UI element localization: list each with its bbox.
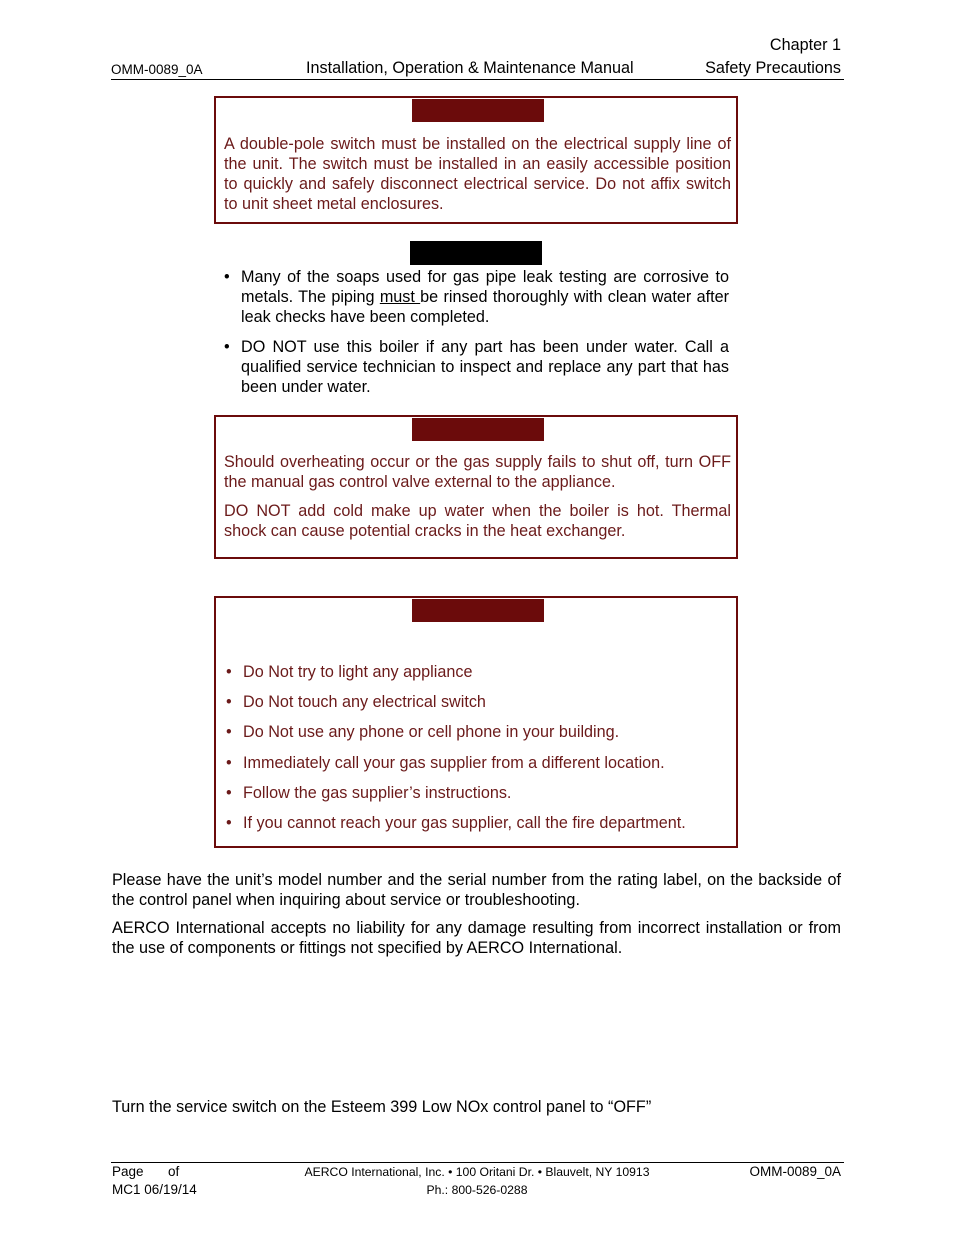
list-item-text: Do Not use any phone or cell phone in your building. [243, 723, 620, 741]
section-title: Safety Precautions [705, 59, 841, 77]
warning-box-electrical [214, 96, 738, 224]
warning-tab [412, 599, 544, 622]
warning-tab [412, 99, 544, 122]
cold-water-text: DO NOT add cold make up water when the boiler is hot. Thermal shock can cause potential cracks in the heat exchanger. [224, 502, 731, 540]
model-number-paragraph: Please have the unit’s model number and the serial number from the rating label, on the backside of the control panel when inquiring about service or troubleshooting. [112, 871, 841, 909]
list-item [224, 813, 729, 835]
service-switch-paragraph: Turn the service switch on the Esteem 399 Low NOx control panel to “OFF” [112, 1098, 652, 1116]
bullet-icon: • [226, 814, 232, 832]
bullet-icon: • [224, 268, 230, 286]
bullet-icon: • [226, 693, 232, 711]
list-item [224, 692, 729, 722]
bullet-icon: • [226, 754, 232, 772]
warning-box-overheating [214, 415, 738, 559]
company-phone: Ph.: 800-526-0288 [426, 1183, 528, 1197]
caution-list [222, 267, 729, 397]
must-underline: must [379, 288, 421, 306]
revision-label: MC1 06/19/14 [112, 1182, 197, 1197]
bullet-icon: • [226, 723, 232, 741]
list-item-text: Do Not try to light any appliance [243, 663, 473, 681]
manual-title: Installation, Operation & Maintenance Manual [306, 59, 634, 77]
list-item [224, 722, 729, 753]
underwater-text: DO NOT use this boiler if any part has been under water. Call a qualified service technician to inspect and replace any part that has been under water. [241, 338, 729, 396]
soap-text-b: be rinsed thoroughly with clean water after leak checks have been completed. [241, 288, 729, 326]
company-address: AERCO International, Inc. • 100 Oritani Dr. • Blauvelt, NY 10913 [304, 1165, 650, 1179]
footer-doc-id: OMM-0089_0A [749, 1164, 841, 1179]
caution-tab [410, 241, 542, 265]
of-label: of [168, 1164, 180, 1179]
chapter-label: Chapter 1 [769, 36, 841, 54]
list-item [224, 662, 729, 692]
bullet-icon: • [226, 663, 232, 681]
list-item [222, 337, 729, 397]
page-label: Page [112, 1164, 144, 1179]
electrical-warning-text: A double-pole switch must be installed on the electrical supply line of the unit. The switch must be installed in an easily accessible position to quickly and safely disconnect electrical service. Do not affix switch to unit sheet metal enclosures. [224, 135, 731, 213]
soap-text-a: Many of the soaps used for gas pipe leak testing are corrosive to metals. The piping [241, 268, 729, 306]
list-item-text: Do Not touch any electrical switch [243, 693, 486, 711]
liability-paragraph: AERCO International accepts no liability for any damage resulting from incorrect installation or from the use of components or fittings not specified by AERCO International. [112, 919, 841, 957]
list-item-text: If you cannot reach your gas supplier, call the fire department. [243, 814, 686, 832]
bullet-icon: • [226, 784, 232, 802]
footer-rule [111, 1162, 844, 1163]
header-doc-id: OMM-0089_0A [111, 62, 203, 77]
list-item [224, 753, 729, 783]
warning-tab [412, 418, 544, 441]
bullet-icon: • [224, 338, 230, 356]
warning-box-gas-smell [214, 596, 738, 848]
list-item-text: Immediately call your gas supplier from a different location. [243, 754, 665, 772]
overheating-text: Should overheating occur or the gas supply fails to shut off, turn OFF the manual gas control valve external to the appliance. [224, 453, 731, 491]
list-item [224, 783, 729, 813]
header-rule [111, 79, 844, 80]
list-item-text: Follow the gas supplier’s instructions. [243, 784, 512, 802]
gas-smell-list [224, 662, 729, 835]
list-item [222, 267, 729, 327]
